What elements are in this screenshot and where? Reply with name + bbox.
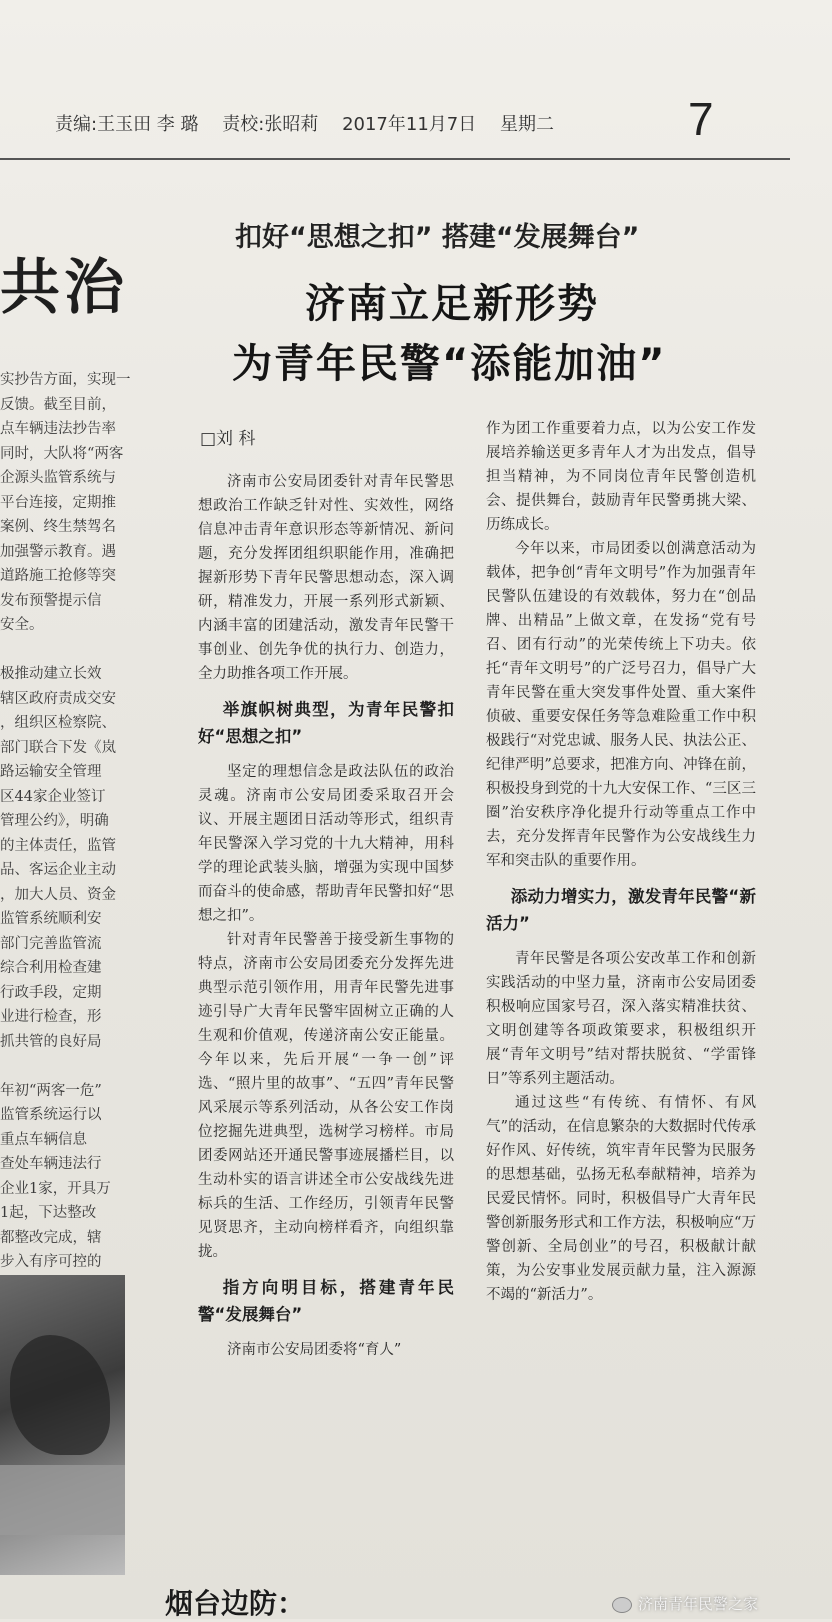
prev-article-line	[0, 638, 150, 663]
prev-article-line: 抓共管的良好局	[0, 1033, 102, 1050]
issue-weekday: 星期二	[499, 114, 554, 135]
prev-article-line: 1起，下达整改	[0, 1205, 97, 1221]
prev-article-line: 加强警示教育。遇	[0, 543, 116, 560]
prev-article-line: 品、客运企业主动	[0, 862, 116, 878]
prev-article-line: 区44家企业签订	[0, 788, 106, 805]
prev-article-line: 步入有序可控的	[0, 1254, 102, 1270]
paragraph: 坚定的理想信念是政法队伍的政治灵魂。济南市公安局团委采取召开会议、开展主题团日活动等形式，组织青年民警深入学习党的十九大精神，用科学的理论武装头脑，增强为实现中国梦而奋斗的使命感，帮助青年民警扣好“思想之扣”。	[198, 764, 454, 924]
paragraph: 针对青年民警善于接受新生事物的特点，济南市公安局团委充分发挥先进典型示范引领作用，用青年民警先进事迹引导广大青年民警牢固树立正确的人生观和价值观，传递济南公安正能量。今年以来，先后开展“一争一创”评选、“照片里的故事”、“五四”青年民警风采展示等系列活动，从各公安工作岗位挖掘先进典型，选树学习榜样。市局团委网站还开通民警事迹展播栏目，以生动朴实的语言讲述全市公安战线先进标兵的生活、工作经历，引领青年民警见贤思齐，主动向榜样看齐，向组织靠拢。	[198, 932, 454, 1260]
prev-article-line	[0, 1054, 150, 1079]
prev-article-line: 部门联合下发《岚	[0, 739, 116, 756]
photo-shape	[10, 1335, 110, 1455]
prev-article-line: 实抄告方面，实现一	[0, 372, 131, 388]
prev-article-line: 点车辆违法抄告率	[0, 421, 116, 437]
prev-article-line: 业进行检查，形	[0, 1009, 102, 1025]
prev-article-line: 平台连接，定期推	[0, 494, 116, 511]
prev-article-photo	[0, 1275, 125, 1575]
next-article-headline: 烟台边防：	[165, 1587, 306, 1620]
prev-article-line: 监管系统运行以	[0, 1107, 102, 1123]
article-column-2	[486, 417, 756, 1307]
prev-article-line: 企业1家，开具万	[0, 1180, 111, 1197]
prev-article-line: 综合利用检查建	[0, 960, 102, 976]
prev-article-line: 反馈。截至目前，	[0, 396, 116, 413]
article-title-line-1: 济南立足新形势	[305, 281, 599, 327]
prev-article-headline: 共治	[0, 253, 128, 323]
prev-article-line: 重点车辆信息	[0, 1131, 87, 1148]
proofreader-credit: 责校:张昭莉	[222, 114, 319, 135]
prev-article-line: 同时，大队将“两客	[0, 445, 124, 462]
prev-article-line: 路运输安全管理	[0, 764, 102, 780]
article-kicker: 扣好“思想之扣” 搭建“发展舞台”	[235, 222, 640, 253]
issue-date: 2017年11月7日	[342, 114, 477, 135]
prev-article-line: 极推动建立长效	[0, 666, 102, 682]
article-byline: □刘 科	[200, 429, 256, 449]
prev-article-text	[0, 368, 150, 1275]
prev-article-line: 年初“两客一危”	[0, 1082, 102, 1099]
paragraph: 今年以来，市局团委以创满意活动为载体，把争创“青年文明号”作为加强青年民警队伍建设的有效载体，努力在“创品牌、出精品”上做文章，在发扬“党有号召、团有行动”的光荣传统上下功夫。依托“青年文明号”的广泛号召力，倡导广大青年民警在重大突发事件处置、重大案件侦破、重要安保任务等急难险重工作中积极践行“对党忠诚、服务人民、执法公正、纪律严明”总要求，把准方向、冲锋在前，积极投身到党的十九大安保工作、“三区三圈”治安秩序净化提升行动等重点工作中去，充分发挥青年民警作为公安战线生力军和突击队的重要作用。	[486, 541, 756, 869]
paragraph: 通过这些“有传统、有情怀、有风气”的活动，在信息繁杂的大数据时代传承好作风、好传统，筑牢青年民警为民服务的思想基础，弘扬无私奉献精神，培养为民爱民情怀。同时，积极倡导广大青年民警创新服务形式和工作方法，积极响应“万警创新、全局创业”的号召，积极献计献策，为公安事业发展贡献力量，注入源源不竭的“新活力”。	[486, 1095, 756, 1303]
editor-credit: 责编:王玉田 李 璐	[55, 114, 199, 135]
prev-article-line: 道路施工抢修等突	[0, 568, 116, 584]
prev-article-line: ，加大人员、资金	[0, 886, 116, 903]
page-header	[55, 110, 705, 150]
article-column-1	[198, 470, 454, 1362]
prev-article-line: 行政手段，定期	[0, 984, 102, 1001]
prev-article-line: 都整改完成，辖	[0, 1229, 102, 1246]
watermark	[612, 1593, 758, 1614]
paragraph: 济南市公安局团委针对青年民警思想政治工作缺乏针对性、实效性，网络信息冲击青年意识形态等新情况、新问题，充分发挥团组织职能作用，准确把握新形势下青年民警思想动态，深入调研，精准发力，开展一系列形式新颖、内涵丰富的团建活动，激发青年民警干事创业、创先争优的执行力、创造力，全力助推各项工作开展。	[198, 474, 454, 682]
prev-article-line: 发布预警提示信	[0, 592, 102, 609]
prev-article-line: 案例、终生禁驾名	[0, 519, 116, 535]
prev-article-line: 的主体责任，监管	[0, 837, 116, 854]
photo-shape	[0, 1465, 125, 1535]
subheading: 添动力增实力，激发青年民警“新活力”	[486, 887, 756, 933]
article-title-line-2: 为青年民警“添能加油”	[232, 341, 667, 387]
page-number: 7	[688, 93, 714, 145]
prev-article-line: 辖区政府责成交安	[0, 690, 116, 707]
watermark-text: 济南青年民警之家	[638, 1595, 759, 1613]
prev-article-line: 管理公约》，明确	[0, 813, 109, 829]
subheading: 举旗帜树典型，为青年民警扣好“思想之扣”	[198, 700, 454, 746]
header-rule	[0, 158, 790, 160]
prev-article-line: 安全。	[0, 617, 44, 633]
prev-article-line: 查处车辆违法行	[0, 1156, 102, 1172]
prev-article-line: ，组织区检察院、	[0, 715, 116, 731]
prev-article-line: 部门完善监管流	[0, 935, 102, 952]
paragraph: 作为团工作重要着力点，以为公安工作发展培养输送更多青年人才为出发点，倡导担当精神，为不同岗位青年民警创造机会、提供舞台，鼓励青年民警勇挑大梁、历练成长。	[486, 421, 756, 533]
prev-article-line: 监管系统顺利安	[0, 911, 102, 927]
paragraph: 青年民警是各项公安改革工作和创新实践活动的中坚力量，济南市公安局团委积极响应国家号召，深入落实精准扶贫、文明创建等各项政策要求，积极组织开展“青年文明号”结对帮扶脱贫、“学雷锋日”等系列主题活动。	[486, 951, 756, 1087]
wechat-icon	[612, 1597, 632, 1613]
paragraph: 济南市公安局团委将“育人”	[227, 1342, 402, 1358]
subheading: 指方向明目标，搭建青年民警“发展舞台”	[198, 1278, 454, 1324]
prev-article-line: 企源头监管系统与	[0, 470, 116, 486]
